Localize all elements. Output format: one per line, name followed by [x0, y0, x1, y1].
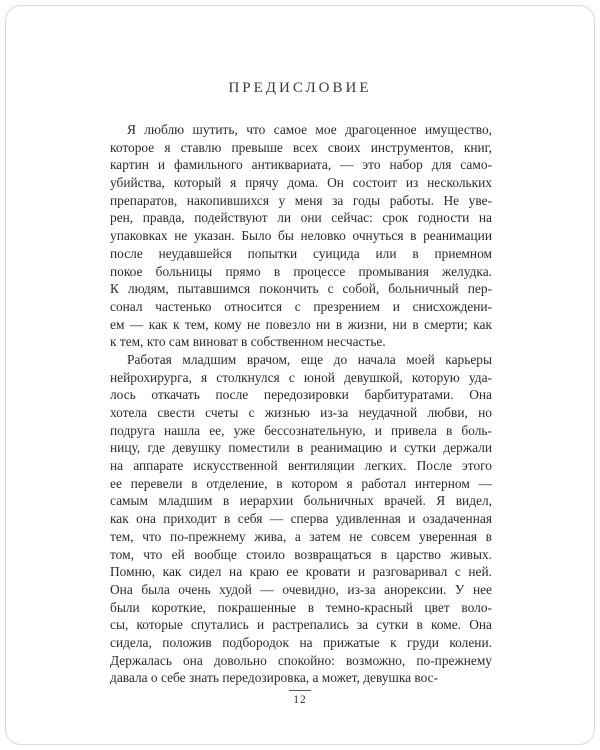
text-line: покое больницы прямо в процессе промывания желудка. [110, 263, 492, 279]
text-line: сонал частенько относится с презрением и снисхождени- [110, 298, 492, 314]
text-line: препаратов, накопившихся у меня за годы работы. Не уве- [110, 192, 492, 208]
text-line: Работая младшим врачом, еще до начала моей карьеры [127, 351, 492, 367]
footer-rule [289, 690, 311, 691]
text-line: сидела, положив подбородок на прижатые к груди колени. [110, 634, 492, 650]
text-line: сы, которые спутались и растрепались за сутки в коме. Она [110, 617, 492, 633]
text-line: Держалась она довольно спокойно: возможно, по-прежнему [110, 652, 492, 668]
text-line: к тем, кто сам виноват в собственном несчастье. [110, 334, 386, 350]
text-line: подруга нашла ее, уже бессознательную, и привела в боль- [110, 422, 492, 438]
paragraph [110, 351, 492, 687]
paragraph [110, 121, 492, 351]
text-line: картин и фамильного антиквариата, — это набор для само- [110, 157, 492, 173]
text-line: убийства, который я прячу дома. Он состоит из нескольких [110, 175, 492, 191]
text-line: ее перевели в отделение, в котором я работал интерном — [110, 475, 492, 491]
text-line: Я люблю шутить, что самое мое драгоценное имущество, [127, 122, 492, 137]
text-line: как она приходит в себя — сперва удивленная и озадаченная [110, 511, 492, 527]
text-line: на аппарате искусственной вентиляции легких. После этого [110, 458, 492, 474]
text-line: рен, правда, подействуют ли они сейчас: срок годности на [110, 210, 492, 226]
text-line: Помню, как сидел на краю ее кровати и разговаривал с ней. [110, 564, 492, 580]
text-line: нейрохирурга, я столкнулся с юной девушкой, которую уда- [110, 369, 492, 385]
text-line: упаковках не указан. Было бы неловко очнуться в реанимации [110, 228, 492, 244]
text-line: после неудавшейся попытки суицида или в приемном [110, 245, 492, 261]
text-line: том, что ей вообще стоило возвращаться в царство живых. [110, 546, 492, 562]
text-line: самым младшим в иерархии больничных врачей. Я видел, [110, 493, 492, 509]
text-line: давала о себе знать передозировка, а может, девушка вос- [110, 670, 439, 686]
text-line: которое я ставлю превыше всех своих инструментов, книг, [110, 139, 492, 155]
paragraphs [110, 121, 492, 687]
page-footer [0, 690, 600, 706]
page-number: 12 [293, 694, 307, 706]
text-line: ницу, где девушку поместили в реанимацию и сутки держали [110, 440, 492, 456]
text-line: ем — как к тем, кому не повезло ни в жизни, ни в смерти; как [110, 316, 492, 332]
text-line: тем, что по-прежнему жива, а затем не совсем уверенная в [110, 528, 492, 544]
text-line: лось откачать после передозировки барбитуратами. Она [110, 387, 492, 403]
text-line: Она была очень худой — очевидно, из-за анорексии. У нее [110, 581, 492, 597]
text-line: были короткие, покрашенные в темно-красный цвет воло- [110, 599, 492, 615]
page-title: ПРЕДИСЛОВИЕ [228, 80, 372, 96]
text-line: хотела свести счеты с жизнью из-за неудачной любви, но [110, 405, 492, 420]
text-line: К людям, пытавшимся покончить с собой, больничный пер- [110, 281, 492, 297]
